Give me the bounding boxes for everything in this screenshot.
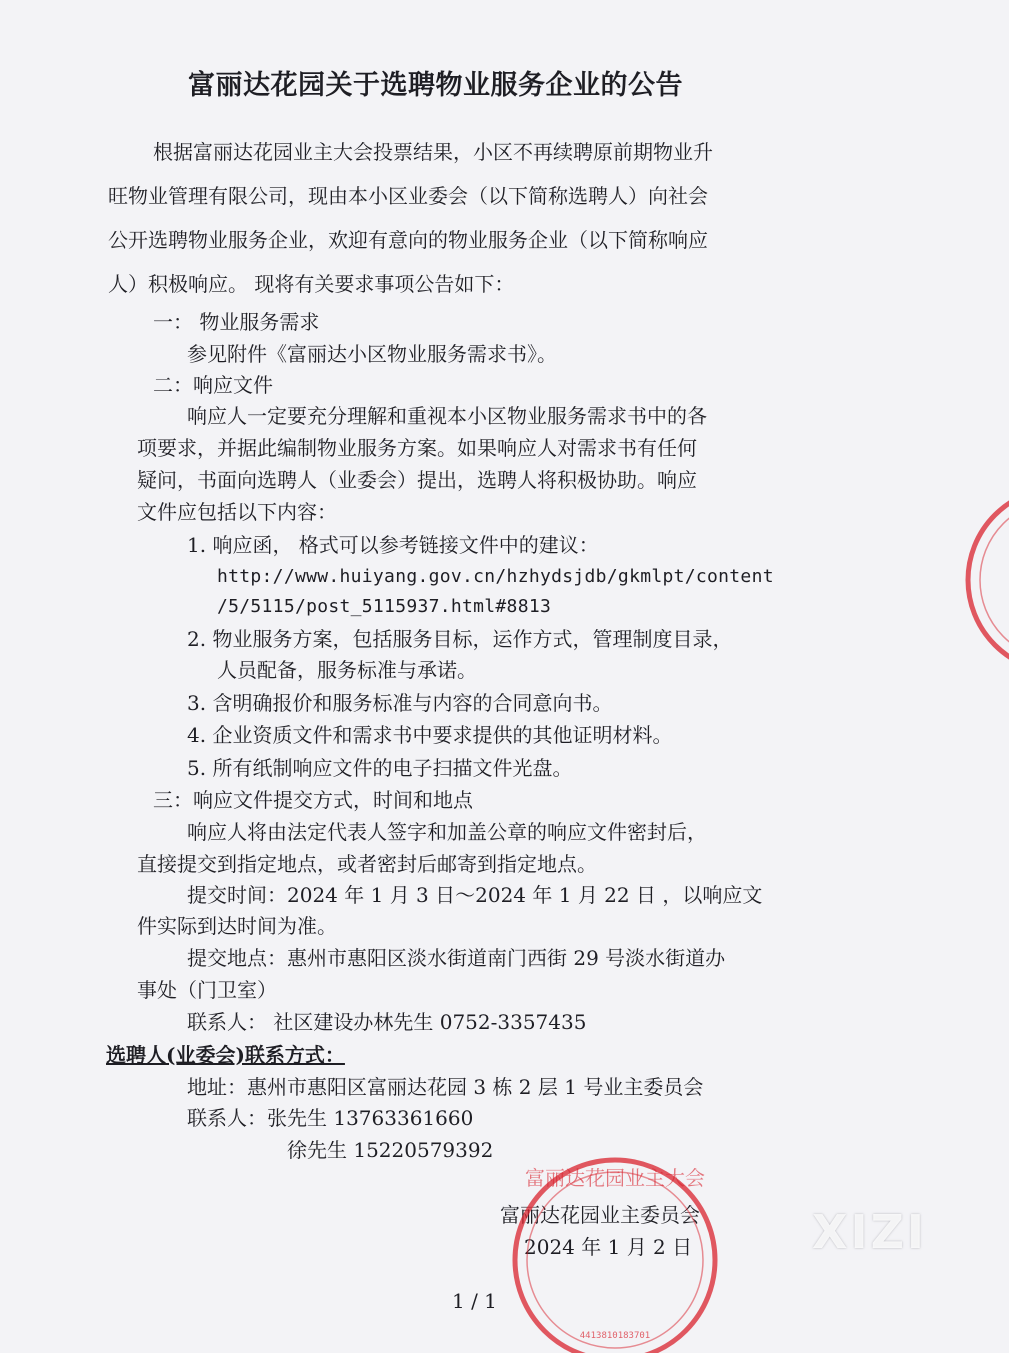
intro-line-2: 旺物业管理有限公司，现由本小区业委会（以下简称选聘人）向社会 — [108, 184, 708, 208]
reference-link-line-1[interactable]: http://www.huiyang.gov.cn/hzhydsjdb/gkmlpt/content — [217, 566, 774, 587]
section2-heading: 二：响应文件 — [153, 373, 273, 397]
intro-line-4: 人）积极响应。 现将有关要求事项公告如下： — [108, 272, 515, 296]
section2-para-4: 文件应包括以下内容： — [137, 500, 337, 524]
section3-contact: 联系人： 社区建设办林先生 0752-3357435 — [187, 1010, 587, 1034]
section3-para-2: 直接提交到指定地点，或者密封后邮寄到指定地点。 — [137, 852, 597, 876]
contact-person-1: 联系人：张先生 13763361660 — [187, 1106, 474, 1130]
watermark-logo: XIZI — [812, 1205, 928, 1259]
submission-place-line-1: 提交地点：惠州市惠阳区淡水街道南门西街 29 号淡水街道办 — [187, 946, 726, 970]
contact-address: 地址：惠州市惠阳区富丽达花园 3 栋 2 层 1 号业主委员会 — [187, 1075, 704, 1099]
submission-time-line-2: 件实际到达时间为准。 — [137, 914, 337, 938]
section2-item-5: 5. 所有纸制响应文件的电子扫描文件光盘。 — [187, 756, 573, 780]
intro-line-1: 根据富丽达花园业主大会投票结果，小区不再续聘原前期物业升 — [153, 140, 713, 164]
section2-para-1: 响应人一定要充分理解和重视本小区物业服务需求书中的各 — [187, 404, 707, 428]
section2-para-3: 疑问，书面向选聘人（业委会）提出，选聘人将积极协助。响应 — [137, 468, 697, 492]
section1-heading: 一： 物业服务需求 — [153, 310, 320, 334]
signature-organization: 富丽达花园业主委员会 — [500, 1203, 700, 1227]
section2-para-2: 项要求，并据此编制物业服务方案。如果响应人对需求书有任何 — [137, 436, 697, 460]
contact-heading: 选聘人(业委会)联系方式： — [106, 1043, 345, 1067]
contact-person-2: 徐先生 15220579392 — [287, 1138, 494, 1162]
page-number: 1 / 1 — [452, 1289, 497, 1313]
section1-text: 参见附件《富丽达小区物业服务需求书》。 — [187, 342, 557, 366]
section2-item-1: 1. 响应函， 格式可以参考链接文件中的建议： — [187, 533, 599, 557]
section3-heading: 三：响应文件提交方式，时间和地点 — [153, 788, 473, 812]
reference-link-line-2[interactable]: /5/5115/post_5115937.html#8813 — [217, 596, 552, 617]
seal-bottom-text: 富丽达花园业主大会 — [525, 1166, 705, 1190]
official-seal-right — [960, 480, 1009, 680]
section3-para-1: 响应人将由法定代表人签字和加盖公章的响应文件密封后， — [187, 820, 707, 844]
section2-item-4: 4. 企业资质文件和需求书中要求提供的其他证明材料。 — [187, 723, 673, 747]
section2-item-3: 3. 含明确报价和服务标准与内容的合同意向书。 — [187, 691, 613, 715]
page-title: 富丽达花园关于选聘物业服务企业的公告 — [188, 70, 683, 101]
submission-place-line-2: 事处（门卫室） — [137, 978, 277, 1002]
section2-item-2-line-1: 2. 物业服务方案，包括服务目标，运作方式，管理制度目录， — [187, 627, 733, 651]
intro-line-3: 公开选聘物业服务企业，欢迎有意向的物业服务企业（以下简称响应 — [108, 228, 708, 252]
submission-time-line-1: 提交时间：2024 年 1 月 3 日～2024 年 1 月 22 日 ，以响应文 — [187, 883, 763, 907]
section2-item-2-line-2: 人员配备，服务标准与承诺。 — [217, 658, 477, 682]
seal-bottom-code: 4413810183701 — [579, 1331, 651, 1341]
signature-date: 2024 年 1 月 2 日 — [524, 1235, 693, 1259]
official-seal-bottom — [500, 1130, 730, 1353]
